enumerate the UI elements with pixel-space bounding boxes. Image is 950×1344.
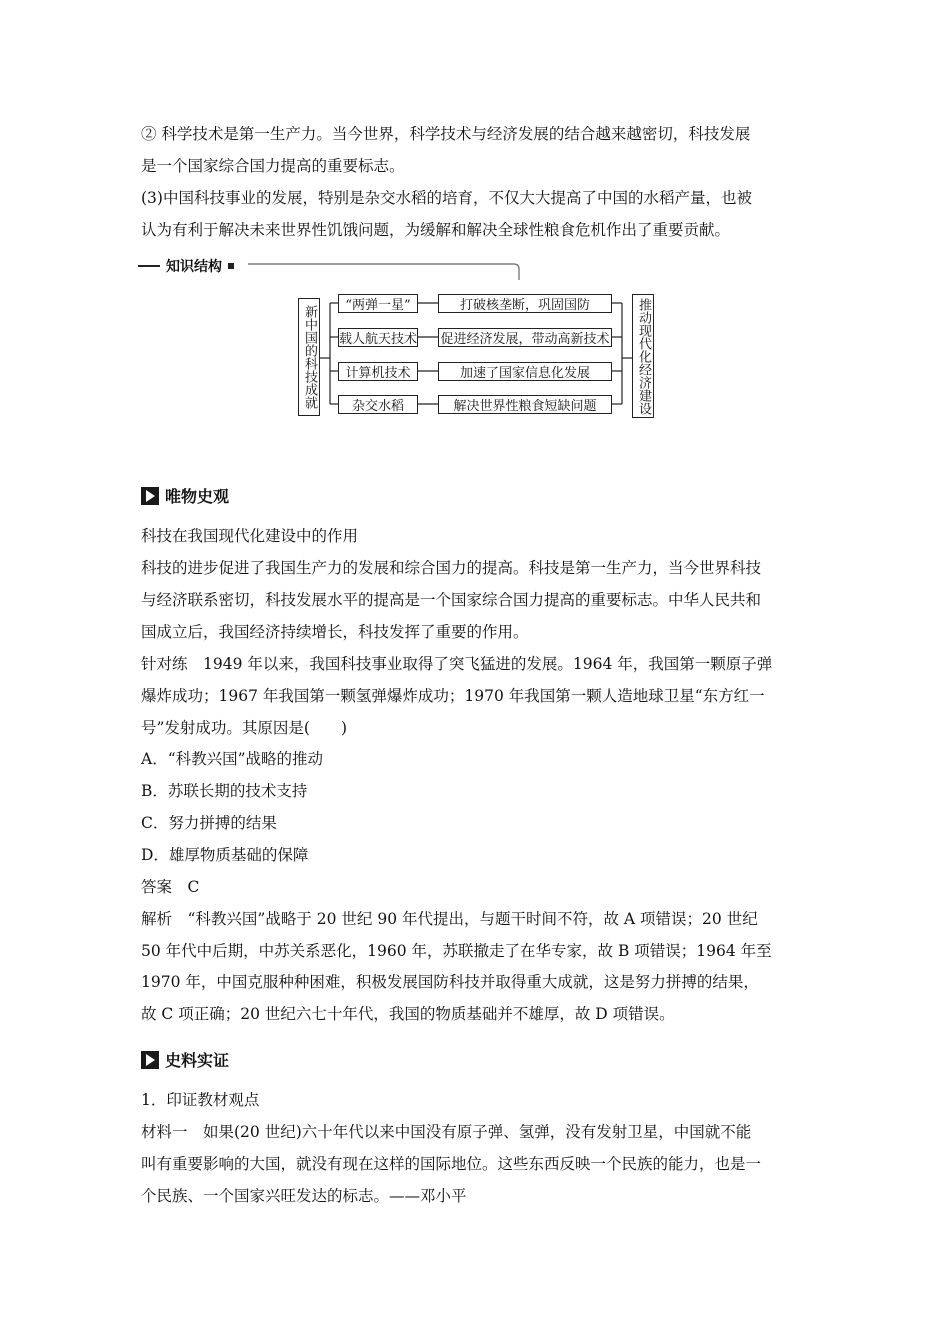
diagram-item-box: 杂交水稻: [338, 395, 418, 414]
option-a: A．“科教兴国”战略的推动: [141, 750, 324, 768]
text-line: 故 C 项正确；20 世纪六七十年代，我国的物质基础并不雄厚，故 D 项错误。: [141, 1005, 675, 1023]
section-heading: [141, 1048, 229, 1071]
diagram-item-box: “两弹一星”: [338, 294, 418, 313]
option-c: C．努力拼搏的结果: [141, 814, 277, 832]
section-heading: [141, 484, 229, 507]
text-line: 个民族、一个国家兴旺发达的标志。——邓小平: [141, 1187, 467, 1205]
diagram-left-box: 新中国的科技成就: [298, 298, 320, 416]
answer-line: 答案 C: [141, 878, 200, 896]
knowledge-structure-label: 知识结构: [166, 259, 222, 275]
section-title: 唯物史观: [165, 487, 230, 506]
text-line: 科技在我国现代化建设中的作用: [141, 527, 359, 545]
section-title: 史料实证: [165, 1051, 230, 1070]
diagram-effect-box: 促进经济发展，带动高新技术: [438, 328, 612, 347]
diagram-item-box: 计算机技术: [338, 362, 418, 381]
diagram-effect-box: 解决世界性粮食短缺问题: [438, 395, 612, 414]
diagram-item-box: 载人航天技术: [338, 328, 418, 347]
option-d: D．雄厚物质基础的保障: [141, 846, 309, 864]
text-line: 是一个国家综合国力提高的重要标志。: [141, 157, 405, 175]
text-line: (3)中国科技事业的发展，特别是杂交水稻的培育，不仅大大提高了中国的水稻产量，也被: [141, 189, 752, 207]
text-line: 1．印证教材观点: [141, 1091, 260, 1109]
text-line: 1970 年，中国克服种种困难，积极发展国防科技并取得重大成就，这是努力拼搏的结果，: [141, 973, 759, 991]
text-line: 爆炸成功；1967 年我国第一颗氢弹爆炸成功；1970 年我国第一颗人造地球卫星“东方红一: [141, 687, 765, 705]
text-line: ② 科学技术是第一生产力。当今世界，科学技术与经济发展的结合越来越密切，科技发展: [141, 125, 751, 143]
text-line: 50 年代中后期，中苏关系恶化，1960 年，苏联撤走了在华专家，故 B 项错误；1964 年至: [141, 942, 772, 960]
play-triangle-icon: [141, 1051, 159, 1069]
text-line: 认为有利于解决未来世界性饥饿问题，为缓解和解决全球性粮食危机作出了重要贡献。: [141, 221, 731, 239]
text-line: 与经济联系密切，科技发展水平的提高是一个国家综合国力提高的重要标志。中华人民共和: [141, 591, 762, 609]
text-line: 针对练 1949 年以来，我国科技事业取得了突飞猛进的发展。1964 年，我国第一颗原子弹: [141, 655, 773, 673]
diagram-effect-box: 加速了国家信息化发展: [438, 362, 612, 381]
text-line: 叫有重要影响的大国，就没有现在这样的国际地位。这些东西反映一个民族的能力，也是一: [141, 1155, 762, 1173]
option-b: B．苏联长期的技术支持: [141, 782, 308, 800]
diagram-effect-box: 打破核垄断，巩固国防: [438, 294, 612, 313]
text-line: 科技的进步促进了我国生产力的发展和综合国力的提高。科技是第一生产力，当今世界科技: [141, 559, 762, 577]
text-line: 国成立后，我国经济持续增长，科技发挥了重要的作用。: [141, 623, 529, 641]
play-triangle-icon: [141, 487, 159, 505]
text-line: 材料一 如果(20 世纪)六十年代以来中国没有原子弹、氢弹，没有发射卫星，中国就不能: [141, 1123, 752, 1141]
text-line: 解析 “科教兴国”战略于 20 世纪 90 年代提出，与题干时间不符，故 A 项错误；20 世纪: [141, 910, 758, 928]
text-line: 号”发射成功。其原因是( ): [141, 719, 348, 737]
diagram-right-box: 推动现代化经济建设: [632, 294, 654, 418]
